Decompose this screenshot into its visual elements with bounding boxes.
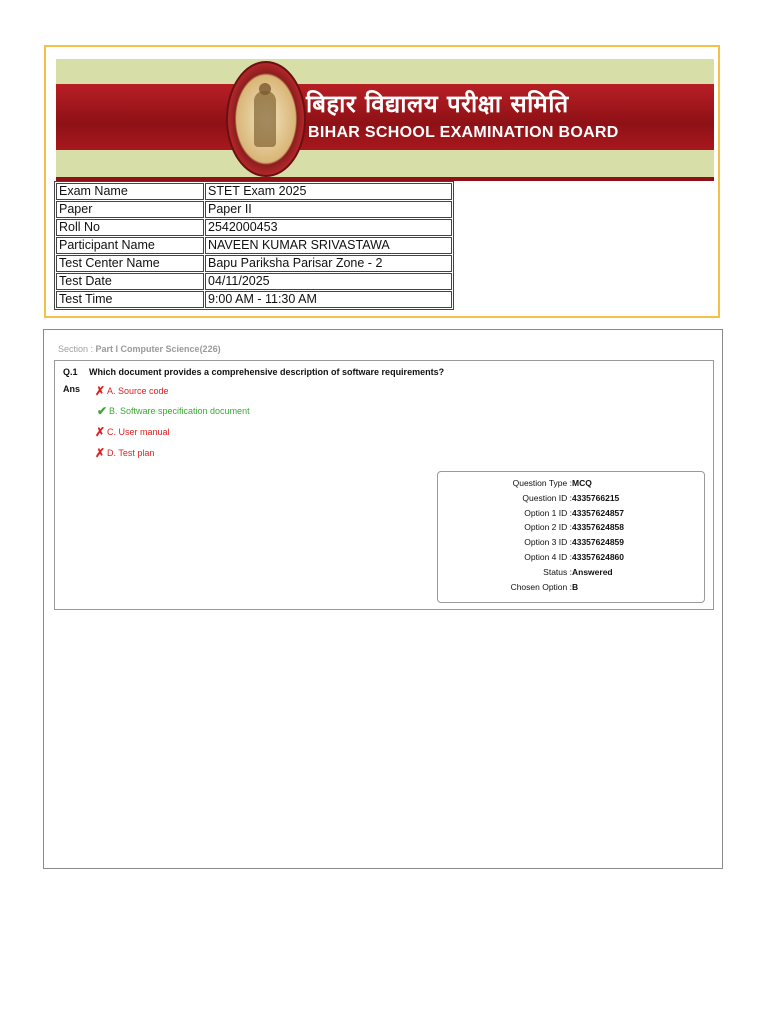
meta-value: 43357624859: [572, 537, 625, 548]
meta-value: MCQ: [572, 478, 592, 488]
meta-value: 43357624858: [572, 522, 625, 533]
cross-icon: ✗: [95, 384, 106, 398]
info-value: Bapu Pariksha Parisar Zone - 2: [205, 255, 452, 272]
section-title: Section : Part I Computer Science(226): [58, 344, 221, 354]
info-label: Test Time: [56, 291, 204, 308]
meta-row: [438, 478, 706, 490]
info-value: NAVEEN KUMAR SRIVASTAWA: [205, 237, 452, 254]
info-label: Test Center Name: [56, 255, 204, 272]
candidate-info-table: [54, 181, 454, 310]
info-row: [56, 291, 452, 308]
question-number: Q.1: [63, 367, 78, 377]
meta-row: [438, 567, 706, 579]
meta-label: Option 4 ID :: [524, 552, 572, 562]
info-value: 04/11/2025: [205, 273, 452, 290]
meta-row: [438, 537, 706, 549]
info-label: Participant Name: [56, 237, 204, 254]
answer-option-label: C. User manual: [107, 427, 170, 437]
header-card: [44, 45, 720, 318]
meta-label: Option 2 ID :: [524, 522, 572, 533]
meta-label: Chosen Option :: [510, 581, 572, 592]
meta-label: Status :: [543, 566, 572, 577]
meta-value: B: [572, 581, 579, 592]
info-row: [56, 183, 452, 200]
info-label: Test Date: [56, 273, 204, 290]
answer-option-label: B. Software specification document: [109, 406, 250, 416]
meta-value: Answered: [572, 566, 613, 577]
meta-row: [438, 493, 706, 505]
meta-row: [438, 508, 706, 520]
answer-label: Ans: [63, 384, 81, 394]
question-text: Which document provides a comprehensive description of software requirements?: [89, 367, 445, 377]
meta-row: [438, 522, 706, 534]
board-title-hindi: बिहार विद्यालय परीक्षा समिति: [306, 90, 569, 118]
info-label: Exam Name: [56, 183, 204, 200]
response-card: [43, 329, 723, 869]
meta-row: [438, 582, 706, 594]
info-label: Paper: [56, 201, 204, 218]
info-row: [56, 273, 452, 290]
answer-option: [95, 425, 170, 439]
info-value: 9:00 AM - 11:30 AM: [205, 291, 452, 308]
answer-option: [95, 446, 154, 460]
meta-value: 43357624860: [572, 552, 625, 562]
cross-icon: ✗: [95, 425, 106, 439]
info-row: [56, 219, 452, 236]
meta-row: [438, 552, 706, 564]
meta-label: Question Type :: [512, 478, 572, 488]
info-row: [56, 237, 452, 254]
meta-label: Option 1 ID :: [524, 507, 572, 518]
info-value: 2542000453: [205, 219, 452, 236]
info-label: Roll No: [56, 219, 204, 236]
info-value: STET Exam 2025: [205, 183, 452, 200]
board-title-english: BIHAR SCHOOL EXAMINATION BOARD: [308, 124, 619, 141]
info-value: Paper II: [205, 201, 452, 218]
answer-option-label: D. Test plan: [107, 448, 155, 458]
meta-label: Question ID :: [522, 492, 572, 503]
question-panel: [54, 360, 714, 610]
meta-value: 43357624857: [572, 507, 625, 518]
question-meta-box: [437, 471, 705, 603]
board-seal-icon: [226, 61, 306, 177]
answer-option: [97, 404, 250, 418]
meta-value: 4335766215: [572, 492, 620, 503]
board-banner: [56, 59, 714, 181]
info-row: [56, 255, 452, 272]
check-icon: ✔: [97, 404, 108, 418]
answer-option: [95, 384, 169, 398]
answer-option-label: A. Source code: [107, 386, 169, 396]
info-row: [56, 201, 452, 218]
cross-icon: ✗: [95, 446, 106, 460]
meta-label: Option 3 ID :: [524, 537, 572, 548]
